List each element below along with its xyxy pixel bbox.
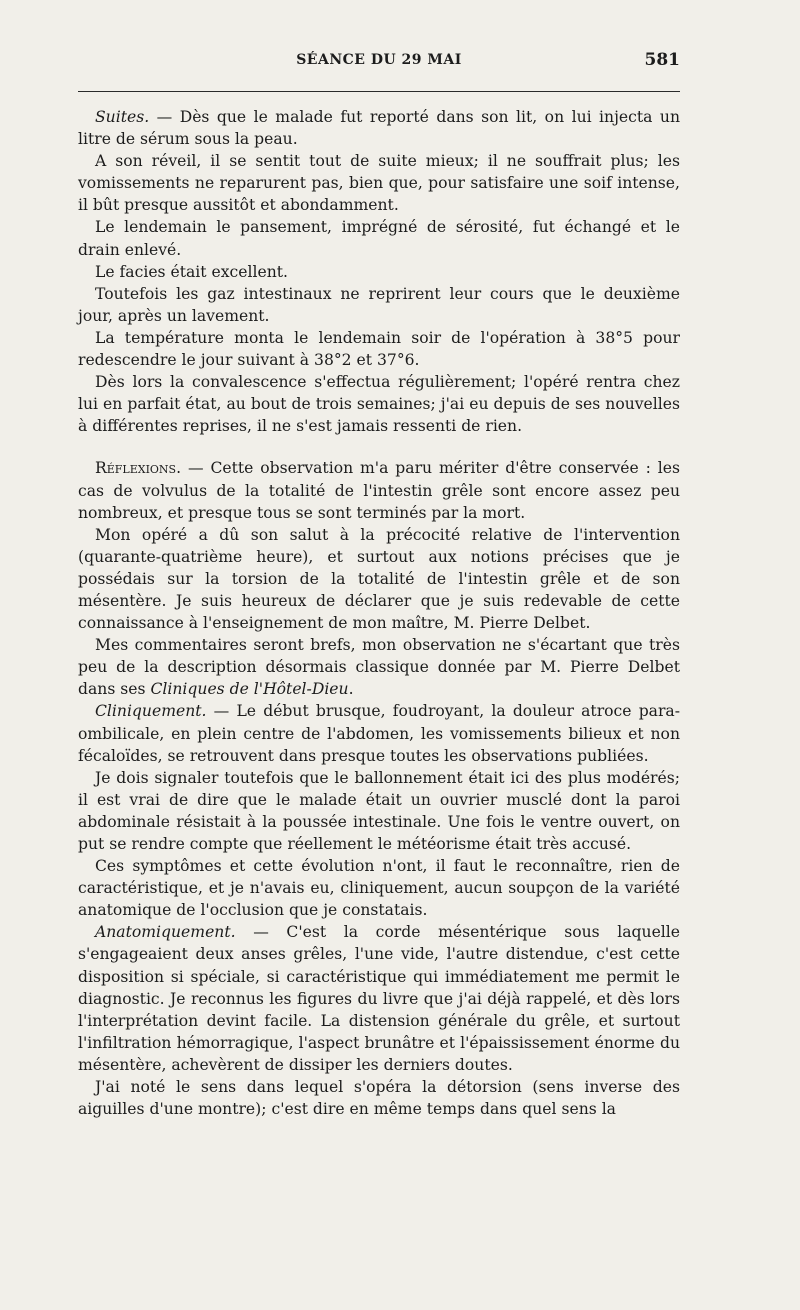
paragraph-text: — Dès que le malade fut reporté dans son lit, on lui injecta un litre de sérum sous la peau. <box>78 108 680 149</box>
paragraph: La température monta le lendemain soir de l'opération à 38°5 pour redescendre le jour suivant à 38°2 et 37°6. <box>78 328 680 370</box>
body-text <box>78 106 680 1120</box>
page-header <box>78 52 680 74</box>
paragraph <box>78 634 680 700</box>
paragraph-cliniquement <box>78 700 680 766</box>
paragraph: Le facies était excellent. <box>95 262 288 281</box>
header-rule <box>78 91 680 92</box>
paragraph-anatomiquement <box>78 921 680 1076</box>
section-label-reflexions: Réflexions. <box>95 459 182 478</box>
paragraph-text: — Cette observation m'a paru mériter d'être conservée : les cas de volvulus de la totalité de l'intestin grêle sont encore assez peu nombreux, et presque tous se sont terminés par la mort. <box>78 459 680 522</box>
paragraph-text: Mes commentaires seront brefs, mon observation ne s'écartant que très peu de la description désormais classique donnée par M. Pierre Delbet dans ses <box>78 636 680 699</box>
section-label-anatomiquement: Anatomiquement. <box>95 923 236 942</box>
paragraph: Mon opéré a dû son salut à la précocité relative de l'intervention (quarante-quatrième heure), et surtout aux notions précises que je possédais sur la torsion de la totalité de l'intestin grêle et de son mésentère. Je suis heureux de déclarer que je suis redevable de cette connaissance à l'enseignement de mon maître, M. Pierre Delbet. <box>78 525 680 633</box>
page-number: 581 <box>644 50 680 70</box>
paragraph-tail: . <box>348 680 354 699</box>
paragraph: Je dois signaler toutefois que le ballonnement était ici des plus modérés; il est vrai de dire que le malade était un ouvrier musclé dont la paroi abdominale résistait à la poussée intestinale. Une fois le ventre ouvert, on put se rendre compte que réellement le météorisme était très accusé. <box>78 768 680 853</box>
paragraph-suites <box>78 106 680 150</box>
paragraph: Toutefois les gaz intestinaux ne reprirent leur cours que le deuxième jour, après un lavement. <box>78 284 680 325</box>
section-label-suites: Suites. <box>95 108 150 126</box>
paragraph-text: — C'est la corde mésentérique sous laquelle s'engageaient deux anses grêles, l'une vide, l'autre distendue, c'est cette disposition si spéciale, si caractéristique qui immédiatement me permit le diagnostic. Je reconnus les figures du livre que j'ai déjà rappelé, et dès lors l'interprétation devint facile. La distension générale du grêle, et surtout l'infiltration hémorragique, l'aspect brunâtre et l'épaississement énorme du mésentère, achevèrent de dissiper les derniers doutes. <box>78 923 680 1074</box>
running-title: SÉANCE DU 29 MAI <box>296 52 462 68</box>
paragraph-reflexions <box>78 457 680 523</box>
paragraph: J'ai noté le sens dans lequel s'opéra la détorsion (sens inverse des aiguilles d'une montre); c'est dire en même temps dans quel sens la <box>78 1078 680 1119</box>
paragraph: Dès lors la convalescence s'effectua régulièrement; l'opéré rentra chez lui en parfait état, au bout de trois semaines; j'ai eu depuis de ses nouvelles à différentes reprises, il ne s'est jamais ressenti de rien. <box>78 373 680 436</box>
book-title: Cliniques de l'Hôtel-Dieu <box>150 680 349 699</box>
section-label-cliniquement: Cliniquement. <box>95 702 207 721</box>
paragraph-text: — Le début brusque, foudroyant, la douleur atroce para-ombilicale, en plein centre de l'abdomen, les vomissements bilieux et non fécaloïdes, se retrouvent dans presque toutes les observations publiées. <box>78 702 680 765</box>
paragraph: Le lendemain le pansement, imprégné de sérosité, fut échangé et le drain enlevé. <box>78 218 680 259</box>
paragraph: Ces symptômes et cette évolution n'ont, il faut le reconnaître, rien de caractéristique, et je n'avais eu, cliniquement, aucun soupçon de la variété anatomique de l'occlusion que je constatais. <box>78 857 680 920</box>
paragraph: A son réveil, il se sentit tout de suite mieux; il ne souffrait plus; les vomissements ne reparurent pas, bien que, pour satisfaire une soif intense, il bût presque aussitôt et abondamment. <box>78 152 680 215</box>
